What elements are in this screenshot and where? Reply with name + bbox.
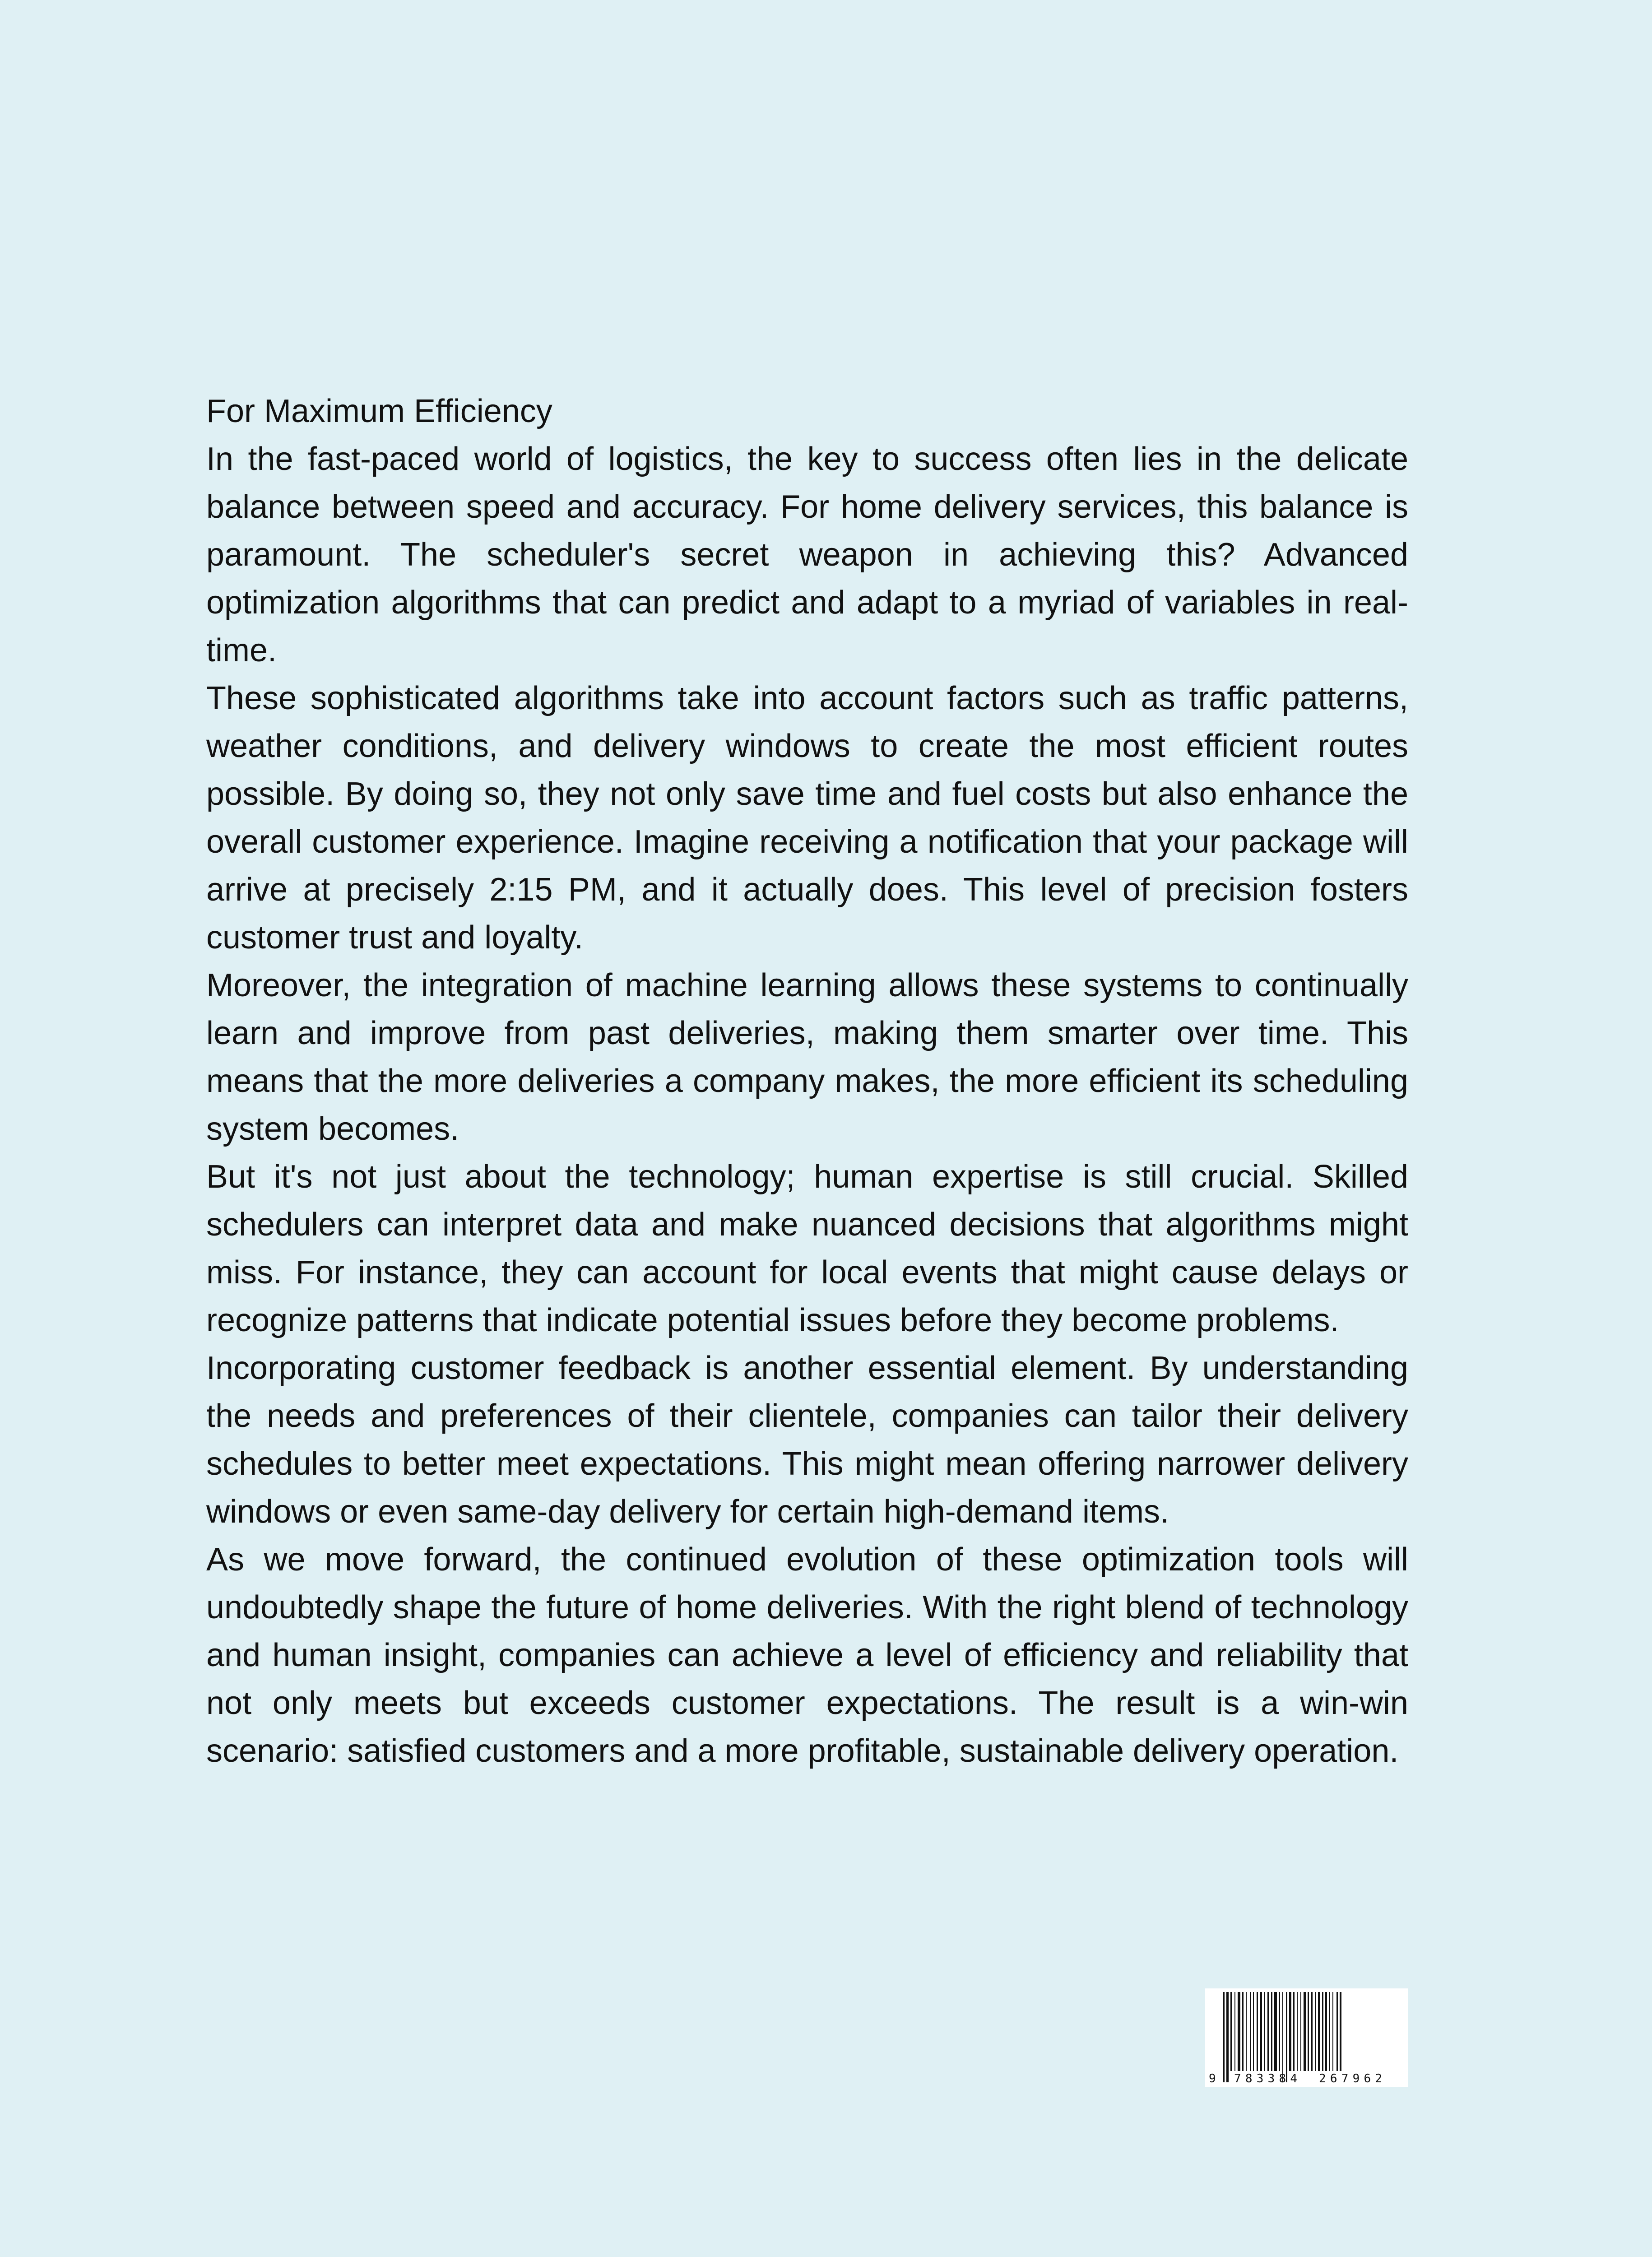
barcode-right-digits: 267962 [1319,2072,1382,2085]
barcode-bar [1311,1992,1313,2071]
barcode-bar [1282,1992,1283,2082]
barcode-bar [1318,1992,1320,2071]
barcode-bar [1223,1992,1225,2082]
barcode-bar [1325,1992,1327,2071]
barcode-bar [1332,1992,1333,2071]
barcode-bar [1226,1992,1229,2082]
barcode-bar [1304,1992,1306,2071]
barcode-bar [1329,1992,1330,2071]
barcode-bar [1234,1992,1235,2071]
barcode-digits [1209,2072,1382,2085]
barcode-bar [1289,1992,1291,2071]
barcode-bar [1286,1992,1287,2082]
barcode-bar [1246,1992,1247,2071]
paragraph-4: But it's not just about the technology; human expertise is still crucial. Skilled schedulers can interpret data and make nuanced decisions that algorithms might miss. For instance, they can account for local events that might cause delays or recognize patterns that indicate potential issues before they become problems. [206,1159,1408,1338]
barcode-bars [1223,1992,1341,2082]
isbn-barcode [1205,1988,1408,2087]
back-cover-text [206,387,1408,1775]
paragraph-2: These sophisticated algorithms take into account factors such as traffic patterns, weather conditions, and delivery windows to create the most efficient routes possible. By doing so, they not only save time and fuel costs but also enhance the overall customer experience. Imagine receiving a notification that your package will arrive at precisely 2:15 PM, and it actually does. This level of precision fosters customer trust and loyalty. [206,680,1408,956]
barcode-bar [1264,1992,1265,2071]
barcode-bar [1322,1992,1323,2071]
barcode-bar [1253,1992,1254,2071]
paragraph-3: Moreover, the integration of machine learning allows these systems to continually learn and improve from past deliveries, making them smarter over time. This means that the more deliveries a company makes, the more efficient its scheduling system becomes. [206,967,1408,1147]
barcode-bar [1257,1992,1258,2071]
barcode-bar [1267,1992,1269,2071]
barcode-bar [1242,1992,1244,2071]
barcode-bar [1260,1992,1262,2071]
barcode-bar [1279,1992,1280,2071]
barcode-bar [1271,1992,1272,2071]
barcode-bar [1293,1992,1295,2071]
barcode-bar [1308,1992,1309,2071]
barcode-left-digits: 783384 [1234,2072,1297,2085]
barcode-bar [1274,1992,1277,2071]
barcode-bar [1250,1992,1251,2071]
barcode-bar [1300,1992,1301,2071]
barcode-bar [1336,1992,1338,2071]
barcode-prefix-digit: 9 [1209,2072,1216,2085]
paragraph-6: As we move forward, the continued evolution of these optimization tools will undoubtedly shape the future of home deliveries. With the right blend of technology and human insight, companies can achieve a level of efficiency and reliability that not only meets but exceeds customer expectations. The result is a win-win scenario: satisfied customers and a more profitable, sustainable delivery operation. [206,1542,1408,1769]
section-title: For Maximum Efficiency [206,393,552,429]
barcode-graphic [1205,1988,1408,2087]
barcode-bar [1340,1992,1341,2071]
paragraph-1: In the fast-paced world of logistics, the key to success often lies in the delicate balance between speed and accuracy. For home delivery services, this balance is paramount. The scheduler's secret weapon in achieving this? Advanced optimization algorithms that can predict and adapt to a myriad of variables in real-time. [206,441,1408,669]
paragraph-5: Incorporating customer feedback is another essential element. By understanding the needs and preferences of their clientele, companies can tailor their delivery schedules to better meet expectations. This might mean offering narrower delivery windows or even same-day delivery for certain high-demand items. [206,1350,1408,1530]
barcode-bar [1297,1992,1298,2071]
barcode-bar [1238,1992,1240,2071]
barcode-bar [1315,1992,1316,2071]
barcode-bar [1230,1992,1232,2071]
